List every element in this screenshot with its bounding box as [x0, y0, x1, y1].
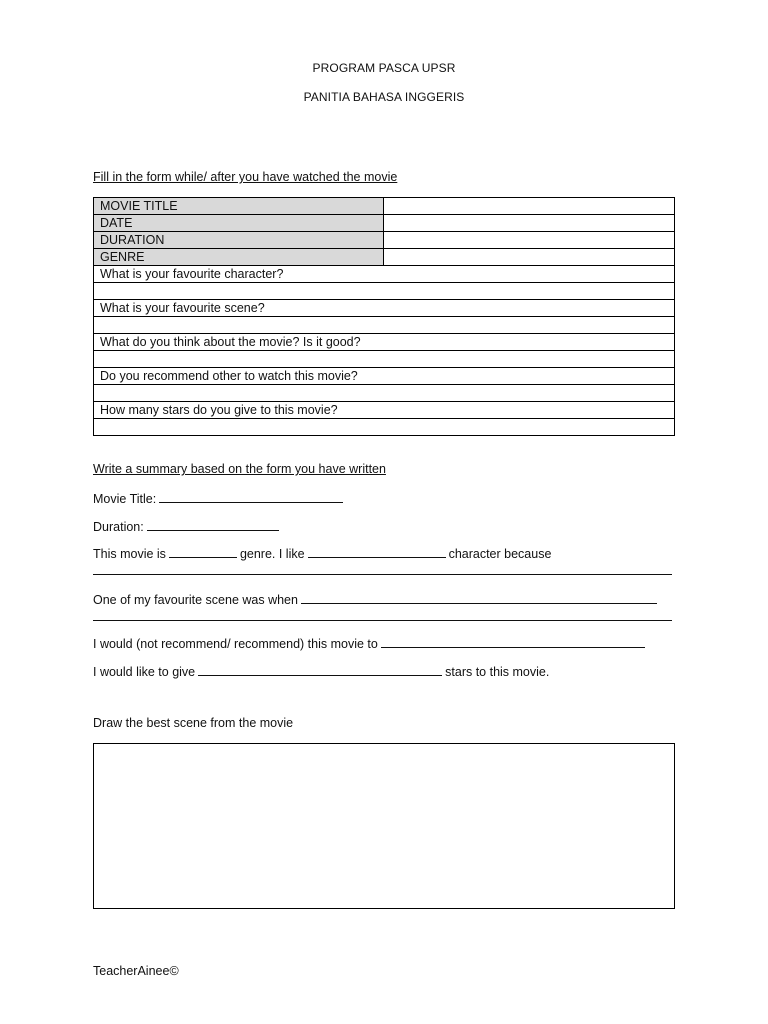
form-instruction: Fill in the form while/ after you have watched the movie [93, 170, 398, 184]
summary-genre-line [93, 545, 551, 561]
summary-scene-blank[interactable] [301, 591, 657, 604]
summary-stars-line [93, 663, 549, 679]
duration-field[interactable] [384, 232, 675, 249]
footer-credit: TeacherAinee© [93, 964, 179, 978]
summary-movie-title-label: Movie Title: [93, 492, 157, 506]
summary-stars-blank[interactable] [198, 663, 442, 676]
summary-scene-rule[interactable] [93, 620, 672, 621]
summary-genre-blank[interactable] [169, 545, 237, 558]
duration-label: DURATION [94, 232, 384, 249]
summary-genre-text-3: character because [448, 547, 552, 561]
date-label: DATE [94, 215, 384, 232]
form-row-date [94, 215, 675, 232]
question-stars: How many stars do you give to this movie? [94, 402, 675, 419]
drawing-box[interactable] [93, 743, 675, 909]
summary-recommend-blank[interactable] [381, 635, 645, 648]
form-row-genre [94, 249, 675, 266]
question-movie-opinion: What do you think about the movie? Is it good? [94, 334, 675, 351]
summary-heading: Write a summary based on the form you have written [93, 462, 386, 476]
summary-stars-text-2: stars to this movie. [445, 665, 550, 679]
summary-genre-text-1: This movie is [93, 547, 166, 561]
summary-duration-line [93, 518, 282, 534]
answer-stars[interactable] [94, 419, 675, 436]
page-subtitle: PANITIA BAHASA INGGERIS [303, 90, 465, 104]
summary-duration-blank[interactable] [147, 518, 279, 531]
summary-genre-text-2: genre. I like [239, 547, 305, 561]
form-row-duration [94, 232, 675, 249]
question-favourite-character: What is your favourite character? [94, 266, 675, 283]
answer-movie-opinion[interactable] [94, 351, 675, 368]
summary-character-blank[interactable] [308, 545, 446, 558]
draw-heading: Draw the best scene from the movie [93, 716, 294, 730]
movie-title-label: MOVIE TITLE [94, 198, 384, 215]
summary-scene-line [93, 591, 660, 607]
genre-label: GENRE [94, 249, 384, 266]
answer-favourite-character[interactable] [94, 283, 675, 300]
date-field[interactable] [384, 215, 675, 232]
summary-movie-title-blank[interactable] [159, 490, 343, 503]
summary-scene-text: One of my favourite scene was when [93, 593, 298, 607]
movie-form-table [93, 197, 675, 436]
answer-recommend[interactable] [94, 385, 675, 402]
summary-stars-text-1: I would like to give [93, 665, 196, 679]
summary-recommend-text: I would (not recommend/ recommend) this movie to [93, 637, 378, 651]
summary-recommend-line [93, 635, 648, 651]
answer-favourite-scene[interactable] [94, 317, 675, 334]
summary-movie-title-line [93, 490, 346, 506]
question-favourite-scene: What is your favourite scene? [94, 300, 675, 317]
question-recommend: Do you recommend other to watch this movie? [94, 368, 675, 385]
form-row-movie-title [94, 198, 675, 215]
summary-duration-label: Duration: [93, 520, 144, 534]
movie-title-field[interactable] [384, 198, 675, 215]
summary-because-rule[interactable] [93, 574, 672, 575]
genre-field[interactable] [384, 249, 675, 266]
page-title: PROGRAM PASCA UPSR [312, 61, 456, 75]
